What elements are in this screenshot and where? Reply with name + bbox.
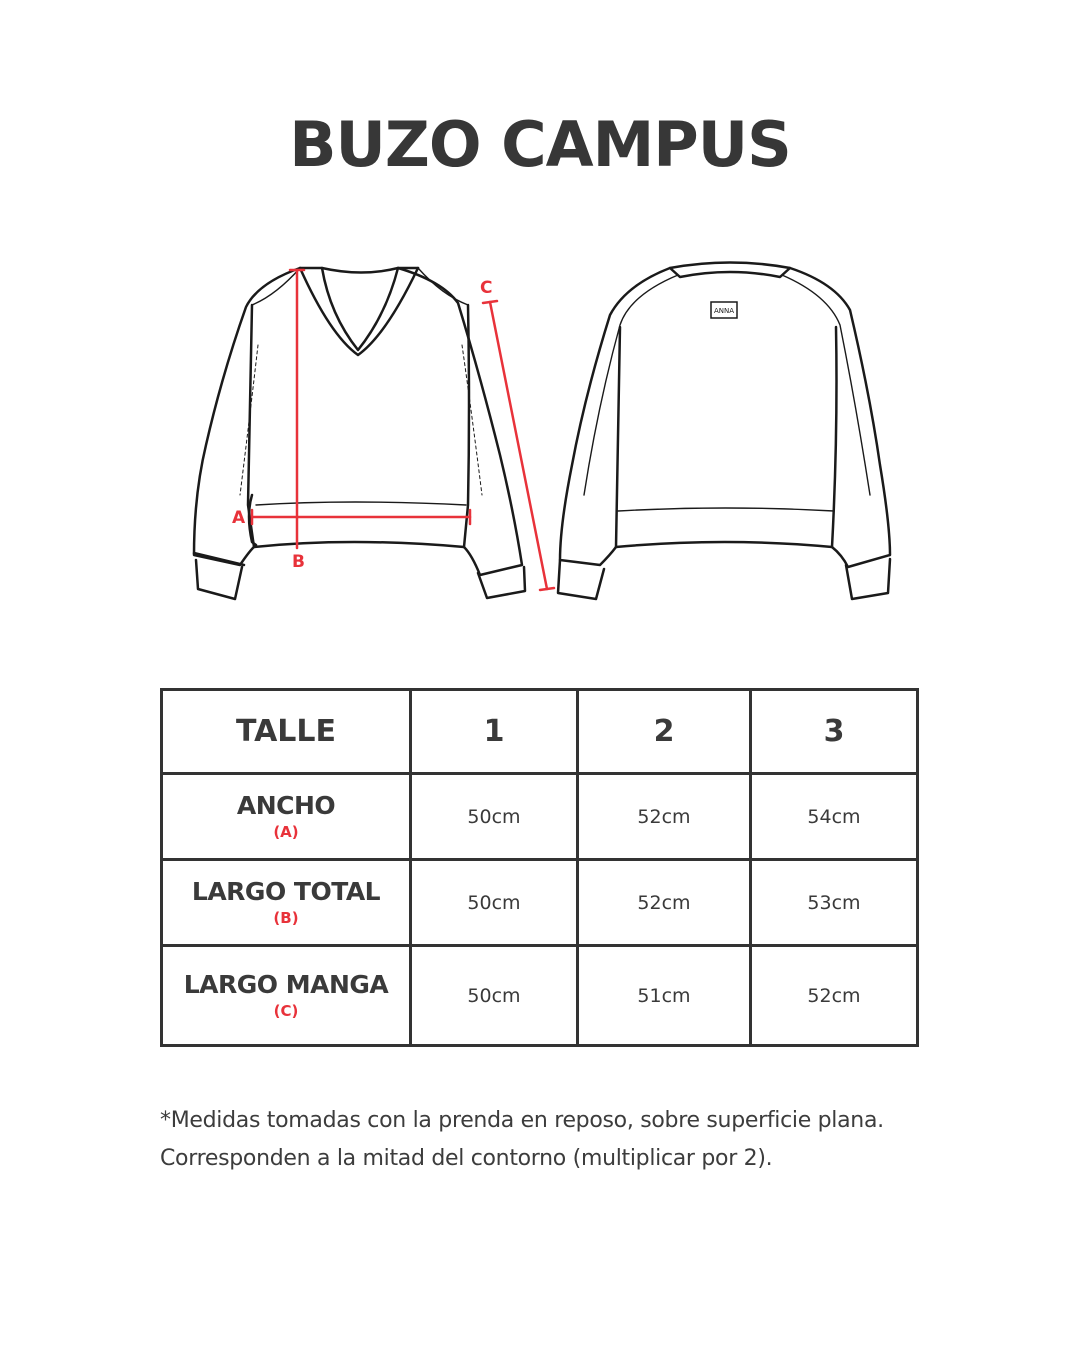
table-cell: 53cm xyxy=(751,860,918,946)
row-name: LARGO MANGA xyxy=(183,969,389,999)
table-row xyxy=(162,860,918,946)
table-cell: 52cm xyxy=(751,946,918,1046)
row-code: (B) xyxy=(273,908,299,927)
table-cell: 50cm xyxy=(411,774,578,860)
measurement-note xyxy=(160,1102,1040,1178)
label-a: A xyxy=(232,508,246,528)
table-row xyxy=(162,946,918,1046)
table-header-row xyxy=(162,690,918,774)
garment-diagram xyxy=(180,255,900,610)
note-line-2: Corresponden a la mitad del contorno (multiplicar por 2). xyxy=(160,1146,773,1171)
label-c: C xyxy=(480,278,493,298)
row-name: LARGO TOTAL xyxy=(191,876,381,906)
header-size-3: 3 xyxy=(751,690,918,774)
row-code: (A) xyxy=(273,822,299,841)
table-cell: 50cm xyxy=(411,946,578,1046)
page-title: BUZO CAMPUS xyxy=(289,108,791,181)
header-size-1: 1 xyxy=(411,690,578,774)
table-row xyxy=(162,774,918,860)
header-label: TALLE xyxy=(162,690,411,774)
header-size-2: 2 xyxy=(578,690,751,774)
row-label-cell xyxy=(162,774,411,860)
front-sweater-drawing xyxy=(194,268,525,599)
size-table xyxy=(160,688,919,1047)
table-cell: 50cm xyxy=(411,860,578,946)
label-b: B xyxy=(292,552,305,572)
row-code: (C) xyxy=(273,1001,299,1020)
brand-tag-text: ANNA xyxy=(713,307,735,315)
table-cell: 51cm xyxy=(578,946,751,1046)
row-name: ANCHO xyxy=(236,790,336,820)
table-cell: 54cm xyxy=(751,774,918,860)
note-line-1: *Medidas tomadas con la prenda en reposo, sobre superficie plana. xyxy=(160,1108,884,1133)
row-label-cell xyxy=(162,946,411,1046)
row-label-cell xyxy=(162,860,411,946)
table-cell: 52cm xyxy=(578,774,751,860)
table-cell: 52cm xyxy=(578,860,751,946)
